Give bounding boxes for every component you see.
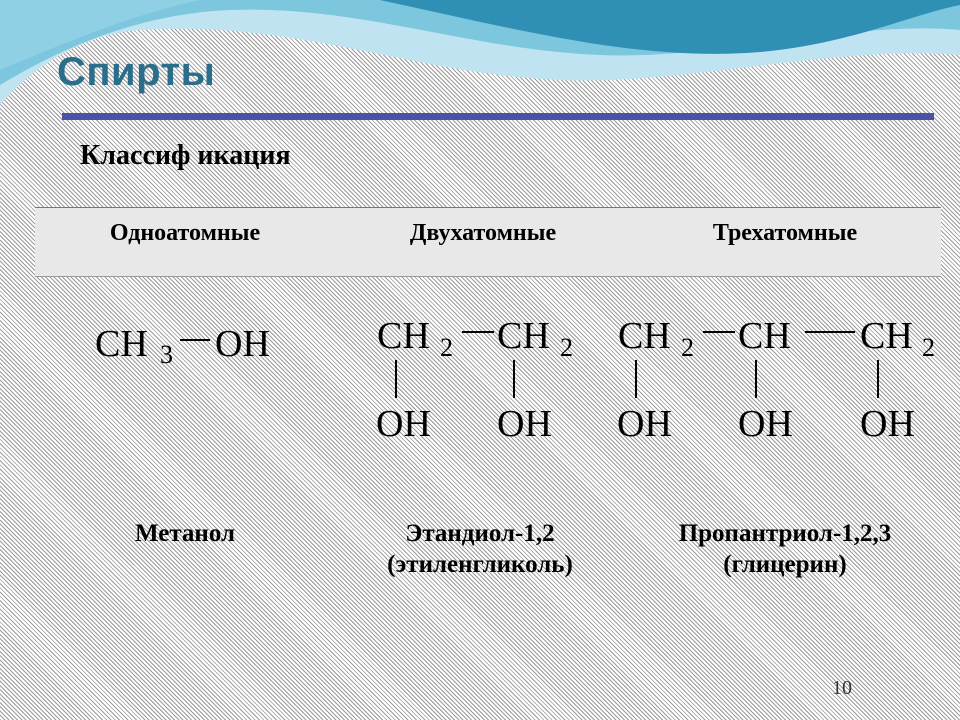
glycerol-trivial-name: (глицерин) bbox=[723, 551, 847, 578]
slide-title: Спирты bbox=[57, 50, 216, 94]
glycerol-formula bbox=[617, 315, 935, 445]
table-header-row bbox=[35, 207, 941, 277]
ethanediol-sub-b: 2 bbox=[560, 333, 573, 362]
methanol-name: Метанол bbox=[134, 520, 236, 547]
header-trihydric: Трехатомные bbox=[712, 220, 858, 246]
methanol-subscript: 3 bbox=[160, 340, 173, 369]
methanol-formula bbox=[95, 323, 270, 369]
page-number: 10 bbox=[832, 677, 852, 699]
glycerol-sub-a: 2 bbox=[681, 333, 694, 362]
name-ethanediol bbox=[340, 518, 620, 580]
name-methanol bbox=[60, 518, 310, 549]
ethanediol-oh-a: OH bbox=[376, 403, 431, 445]
glycerol-ch2-a: CH bbox=[618, 315, 671, 357]
glycerol-ch: CH bbox=[738, 315, 791, 357]
structural-formulas bbox=[0, 300, 960, 460]
glycerol-ch2-b: CH bbox=[860, 315, 913, 357]
ethanediol-ch2-b: CH bbox=[497, 315, 550, 357]
ethanediol-formula bbox=[376, 315, 573, 445]
ethanediol-name: Этандиол-1,2 bbox=[405, 520, 555, 547]
ethanediol-trivial-name: (этиленгликоль) bbox=[387, 551, 573, 578]
glycerol-name: Пропантриол-1,2,3 bbox=[678, 520, 892, 547]
header-dihydric: Двухатомные bbox=[409, 220, 557, 246]
methanol-oh: OH bbox=[215, 323, 270, 365]
classification-heading: Классиф икация bbox=[80, 140, 291, 171]
glycerol-oh-a: OH bbox=[617, 403, 672, 445]
glycerol-oh-b: OH bbox=[738, 403, 793, 445]
title-divider bbox=[62, 113, 934, 120]
methanol-ch3: CH bbox=[95, 323, 148, 365]
ethanediol-ch2-a: CH bbox=[377, 315, 430, 357]
ethanediol-oh-b: OH bbox=[497, 403, 552, 445]
name-glycerol bbox=[635, 518, 935, 580]
glycerol-oh-c: OH bbox=[860, 403, 915, 445]
ethanediol-sub-a: 2 bbox=[440, 333, 453, 362]
glycerol-sub-b: 2 bbox=[922, 333, 935, 362]
header-monohydric: Одноатомные bbox=[109, 220, 261, 246]
